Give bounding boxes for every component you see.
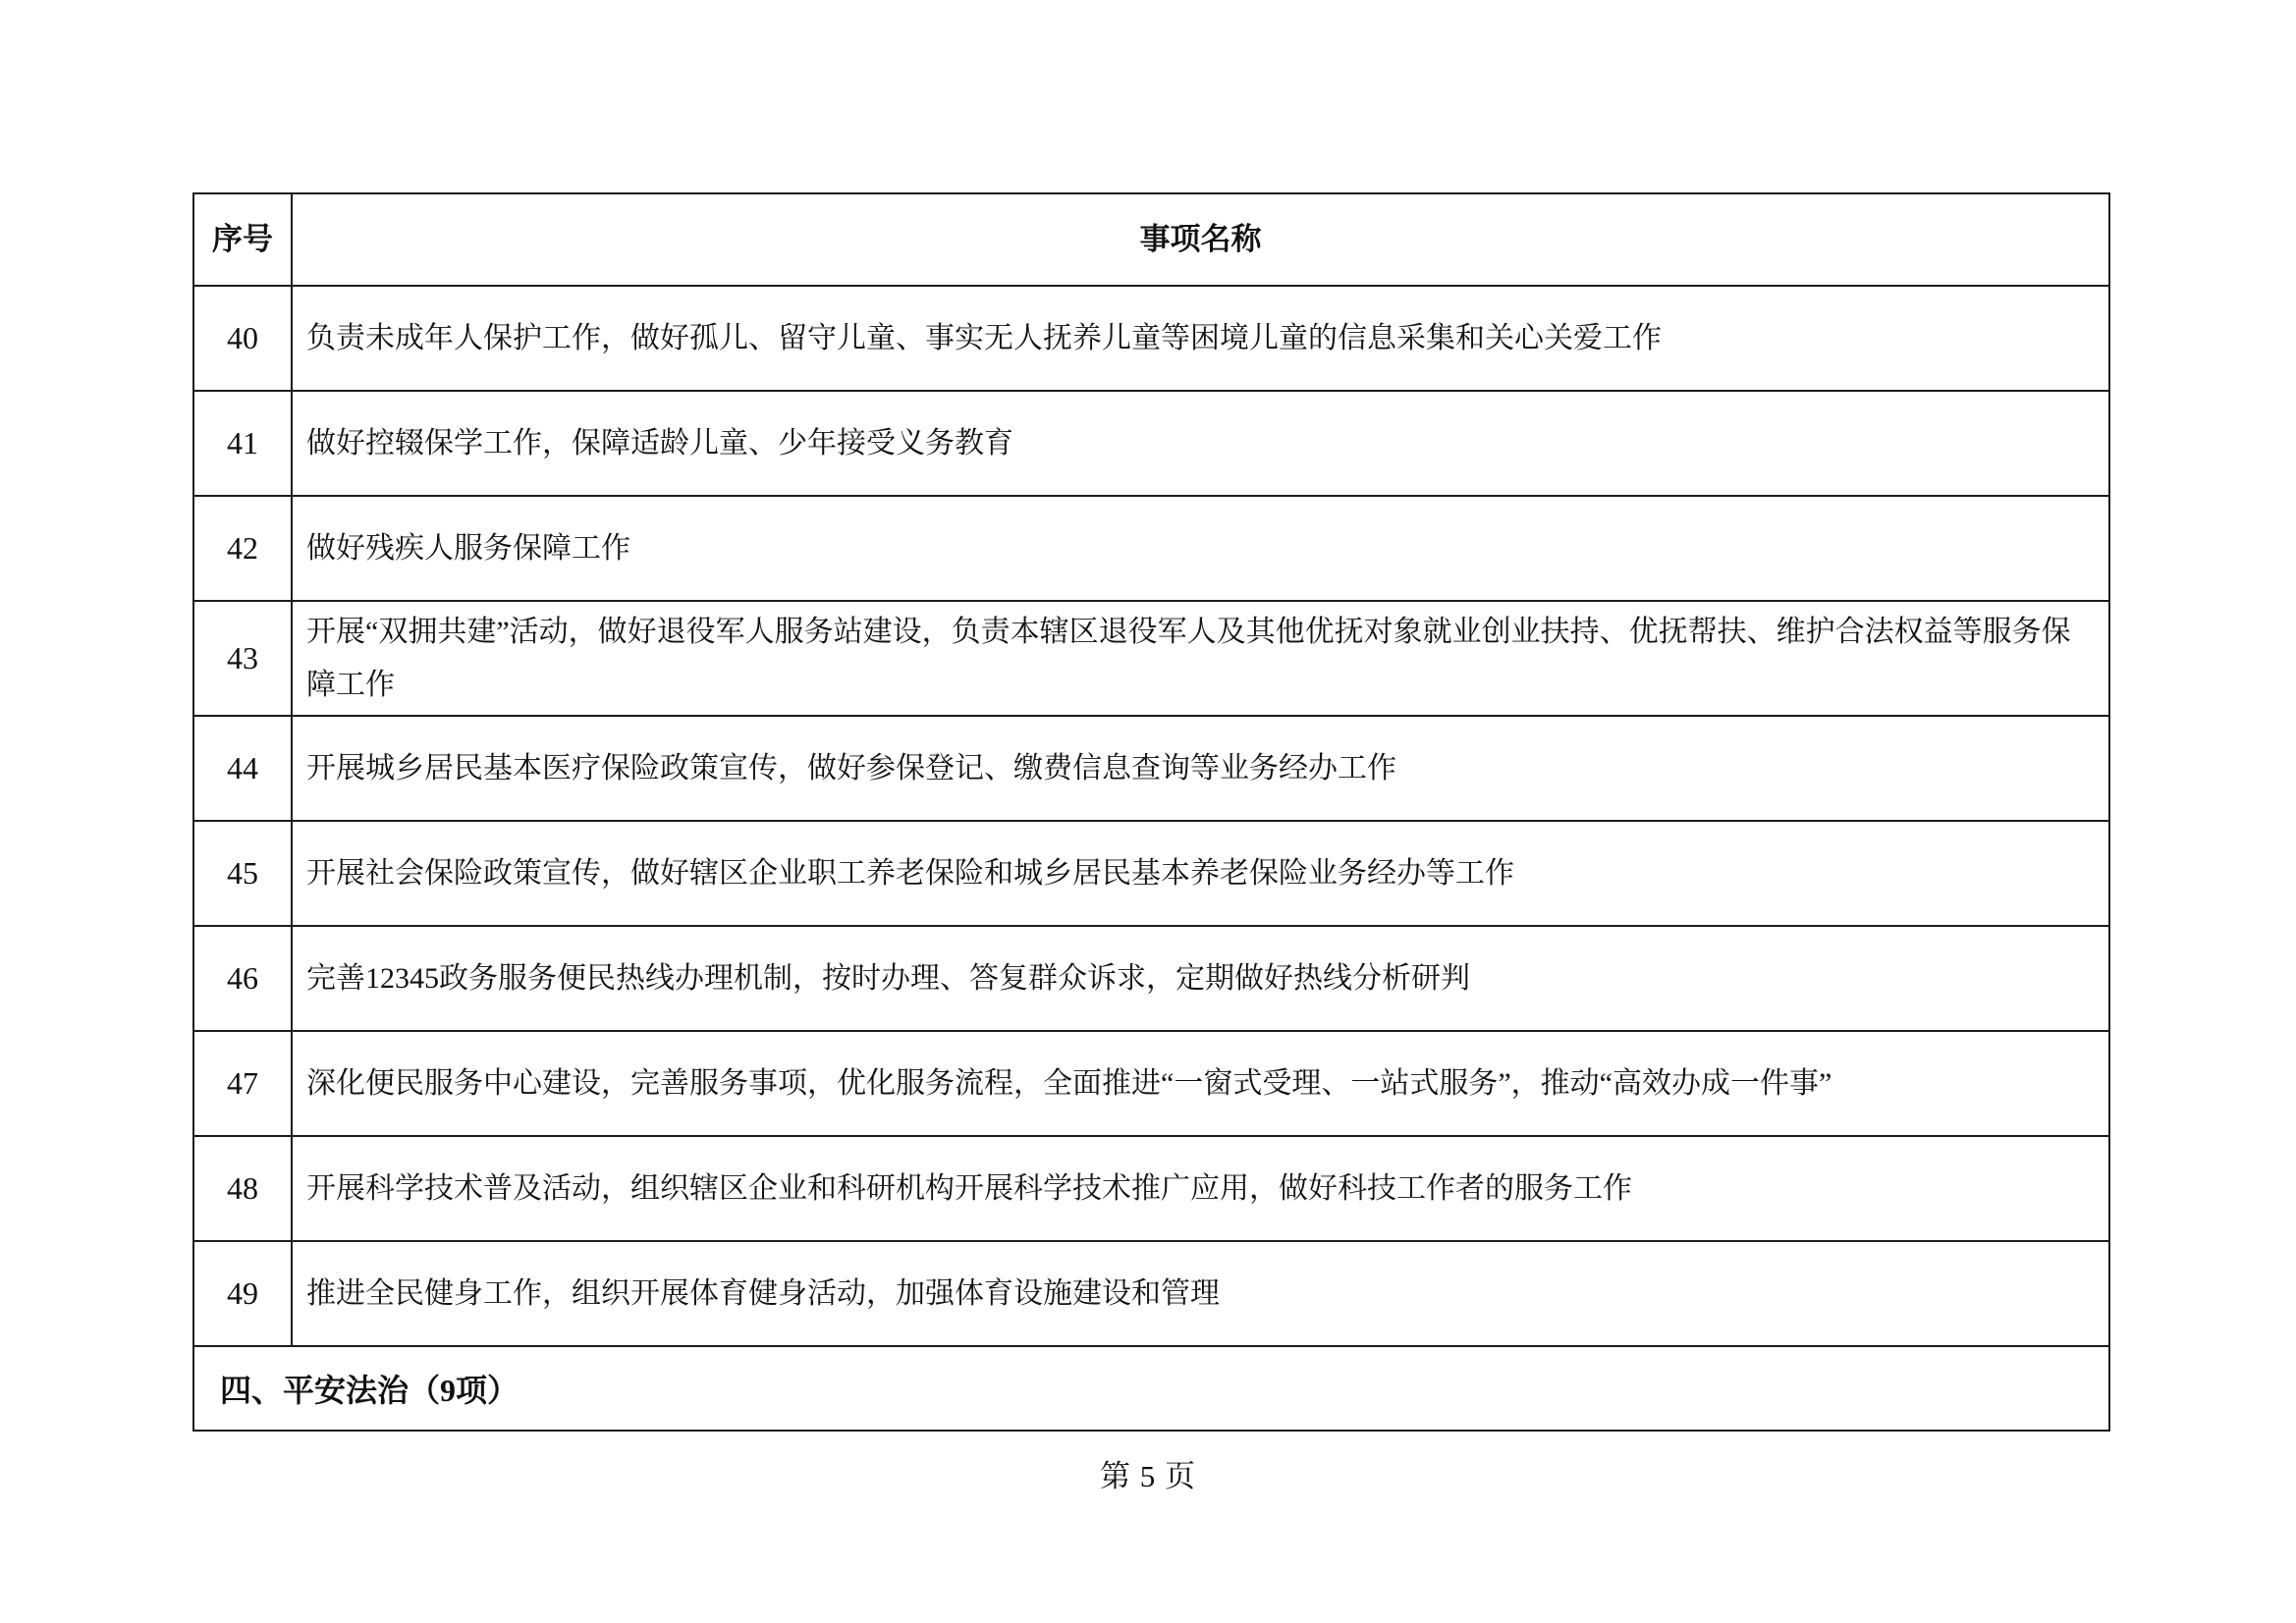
table-row (194, 390, 2108, 495)
row-index: 44 (194, 717, 293, 820)
row-index: 42 (194, 497, 293, 600)
duty-items-table (192, 192, 2110, 1432)
table-row (194, 1135, 2108, 1240)
table-row (194, 495, 2108, 600)
row-index: 49 (194, 1242, 293, 1345)
row-index: 41 (194, 392, 293, 495)
row-item-text: 做好残疾人服务保障工作 (306, 531, 630, 565)
column-header-index: 序号 (194, 194, 293, 285)
row-index: 47 (194, 1032, 293, 1135)
row-item-text: 开展科学技术普及活动，组织辖区企业和科研机构开展科学技术推广应用，做好科技工作者的服务工作 (306, 1171, 1632, 1205)
table-row (194, 925, 2108, 1030)
table-header-row (194, 194, 2108, 285)
row-item-text: 深化便民服务中心建设，完善服务事项，优化服务流程，全面推进“一窗式受理、一站式服务”，推动“高效办成一件事” (306, 1066, 1832, 1100)
row-item-text: 开展“双拥共建”活动，做好退役军人服务站建设，负责本辖区退役军人及其他优抚对象就业创业扶持、优抚帮扶、维护合法权益等服务保障工作 (306, 615, 2071, 701)
column-header-name: 事项名称 (1139, 222, 1262, 257)
table-row (194, 1240, 2108, 1345)
row-item-text: 推进全民健身工作，组织开展体育健身活动，加强体育设施建设和管理 (306, 1276, 1220, 1310)
row-index: 40 (194, 287, 293, 390)
row-item-text: 开展社会保险政策宣传，做好辖区企业职工养老保险和城乡居民基本养老保险业务经办等工作 (306, 856, 1514, 890)
row-index: 45 (194, 822, 293, 925)
row-item-text: 开展城乡居民基本医疗保险政策宣传，做好参保登记、缴费信息查询等业务经办工作 (306, 751, 1396, 784)
row-item-text: 做好控辍保学工作，保障适龄儿童、少年接受义务教育 (306, 426, 1013, 460)
row-index: 43 (194, 602, 293, 715)
table-row (194, 715, 2108, 820)
table-row (194, 600, 2108, 715)
table-row (194, 820, 2108, 925)
row-index: 48 (194, 1137, 293, 1240)
page-number: 第 5 页 (1100, 1459, 1196, 1493)
section-header-row (194, 1345, 2108, 1430)
table-row (194, 285, 2108, 390)
row-index: 46 (194, 927, 293, 1030)
table-row (194, 1030, 2108, 1135)
row-item-text: 负责未成年人保护工作，做好孤儿、留守儿童、事实无人抚养儿童等困境儿童的信息采集和关心关爱工作 (306, 321, 1662, 354)
row-item-text: 完善12345政务服务便民热线办理机制，按时办理、答复群众诉求，定期做好热线分析研判 (306, 961, 1470, 995)
section-title: 四、平安法治（9项） (220, 1373, 519, 1408)
